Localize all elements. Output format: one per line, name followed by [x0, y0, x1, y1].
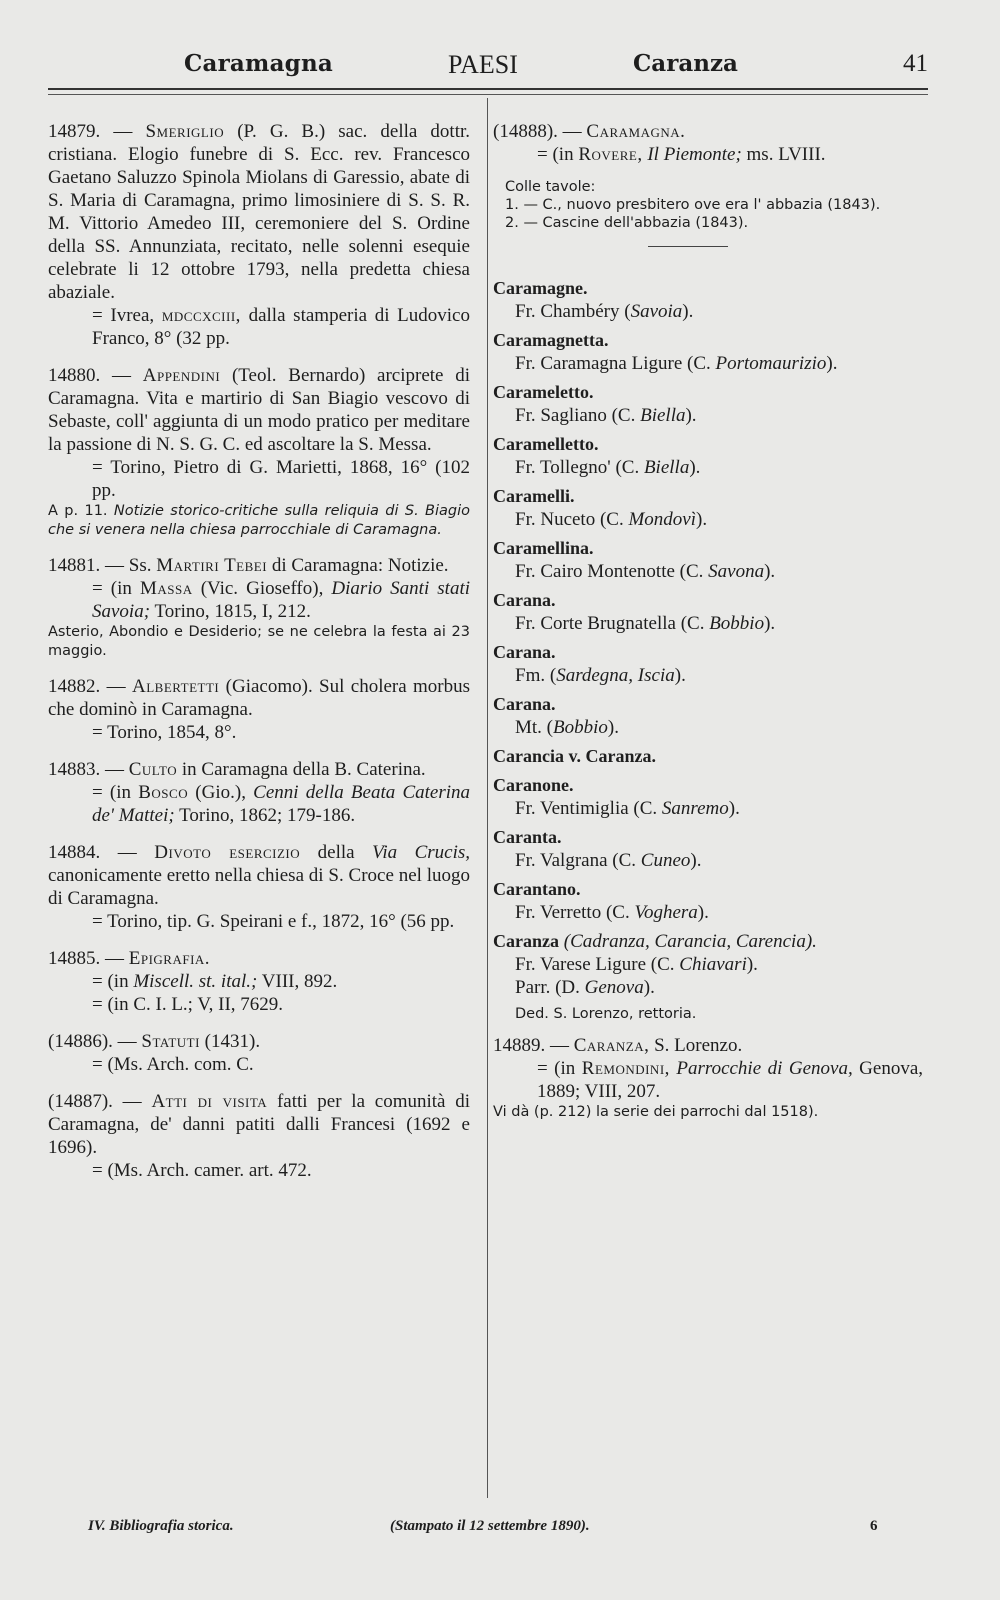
- entry-14885: [48, 947, 470, 1016]
- place-location: [493, 716, 923, 739]
- entry-title: (P. G. B.) sac. della dottr. cristiana. Elogio funebre di S. Ecc. rev. Francesco Gaetano Saluzzo Spinola Miolans di Garessio, abate di S. Maria di Caramagna, primo limosiniere di S. S. R. M. Vittorio Amedeo III, ceremoniere del S. Ordine della SS. Annunziata, recitato, nelle solenni esequie celebrate li 12 ottobre 1793, nella predetta chiesa abaziale.: [48, 121, 471, 303]
- loc-suffix: ).: [690, 850, 702, 871]
- place-location: [493, 797, 923, 820]
- loc-prefix: Fr. Nuceto (C.: [515, 509, 629, 530]
- entry-publication: = Torino, Pietro di G. Marietti, 1868, 16° (102 pp.: [92, 457, 470, 501]
- entry-publication: = Torino, 1854, 8°.: [92, 722, 237, 743]
- footer-left: IV. Bibliografia storica.: [88, 1518, 234, 1534]
- loc-suffix: ).: [764, 561, 776, 582]
- entry-number: 14885. —: [48, 948, 124, 969]
- place-entry: [493, 589, 923, 635]
- entry-text: [48, 1030, 470, 1053]
- loc-prefix: Fr. Cairo Montenotte (C.: [515, 561, 709, 582]
- pub-author: Rovere,: [578, 144, 643, 165]
- header-right: Caranza: [633, 50, 738, 77]
- loc-circondario: Portomaurizio: [715, 353, 827, 374]
- entry-text: [48, 554, 470, 577]
- loc-diocese: Genova: [584, 977, 644, 998]
- pub-details: Torino, 1862; 179-186.: [179, 805, 356, 826]
- entry-number: 14884. —: [48, 842, 137, 863]
- entry-title: (Giacomo). Sul cholera morbus che dominò in Caramagna.: [48, 676, 471, 720]
- entry-14889: [493, 1034, 923, 1122]
- header-left: Caramagna: [184, 50, 333, 77]
- entry-publication: [48, 577, 470, 623]
- pub-in: = (in: [537, 144, 574, 165]
- entry-note: Vi dà (p. 212) la serie dei parrochi dal 1518).: [493, 1104, 819, 1120]
- loc-suffix: ).: [728, 798, 740, 819]
- entry-author: Albertetti: [132, 676, 220, 697]
- loc-circondario: Sanremo: [661, 798, 729, 819]
- plate-item: 2. — Cascine dell'abbazia (1843).: [505, 215, 749, 231]
- loc-circondario: Sardegna, Iscia: [556, 665, 675, 686]
- place-name: Caramelletto.: [493, 434, 599, 454]
- entry-14882: [48, 675, 470, 744]
- place-location: [493, 953, 923, 976]
- note-text: Notizie storico-critiche sulla reliquia di S. Biagio che si venera nella chiesa parrocchiale di Caramagna.: [48, 503, 471, 538]
- place-entry: [493, 693, 923, 739]
- entry-author: Divoto esercizio: [154, 842, 301, 863]
- page-number: 41: [903, 50, 928, 77]
- loc-suffix: ).: [643, 977, 655, 998]
- loc-circondario: Bobbio: [709, 613, 765, 634]
- loc-suffix: ).: [697, 902, 709, 923]
- place-entry: [493, 641, 923, 687]
- footer-center: (Stampato il 12 settembre 1890).: [390, 1518, 590, 1534]
- entry-number: 14889. —: [493, 1035, 569, 1056]
- loc-suffix: ).: [826, 353, 838, 374]
- entry-text: [48, 675, 470, 721]
- entry-author: Martiri Tebei: [156, 555, 268, 576]
- entry-title: in Caramagna della B. Caterina.: [181, 759, 426, 780]
- pub-place: = Ivrea,: [92, 305, 155, 326]
- entry-number: 14880. —: [48, 365, 131, 386]
- header-rule-thin: [48, 94, 928, 95]
- entry-title: S. Lorenzo.: [654, 1035, 743, 1056]
- pub-in: = (in: [92, 782, 132, 803]
- loc-prefix: Fr. Tollegno' (C.: [515, 457, 644, 478]
- section-separator: [648, 246, 728, 247]
- entry-text: [493, 1034, 923, 1057]
- entry-14884: [48, 841, 470, 933]
- place-name: Caramelli.: [493, 486, 575, 506]
- entry-text: [48, 1090, 470, 1159]
- place-name: Caranza: [493, 931, 559, 951]
- place-name: Carana.: [493, 694, 556, 714]
- header-center: PAESI: [448, 50, 518, 79]
- loc-prefix: Fr. Caramagna Ligure (C.: [515, 353, 716, 374]
- place-entry: [493, 277, 923, 323]
- loc-prefix: Fr. Varese Ligure (C.: [515, 954, 680, 975]
- entry-author-pre: Ss.: [128, 555, 152, 576]
- pub-title: Diario Santi stati Savoia;: [92, 578, 471, 622]
- entry-title: fatti per la comunità di Caramagna, de' danni patiti dalli Francesi (1692 e 1696).: [48, 1091, 471, 1158]
- entry-14883: [48, 758, 470, 827]
- entry-number: (14887). —: [48, 1091, 142, 1112]
- place-location: [493, 300, 923, 323]
- pub-title: Cenni della Beata Caterina de' Mattei;: [92, 782, 471, 826]
- left-column: [48, 120, 470, 1196]
- entry-number: (14886). —: [48, 1031, 137, 1052]
- entry-publication-2: = (in C. I. L.; V, II, 7629.: [92, 994, 284, 1015]
- entry-publication: [48, 781, 470, 827]
- entry-publication: [48, 304, 470, 350]
- loc-suffix: ).: [674, 665, 686, 686]
- pub-title: Miscell. st. ital.;: [133, 971, 258, 992]
- plate-item: 1. — C., nuovo presbitero ove era l' abbazia (1843).: [505, 197, 881, 213]
- loc-suffix: ).: [689, 457, 701, 478]
- place-entry: [493, 878, 923, 924]
- place-name: Caranta.: [493, 827, 562, 847]
- entry-publication: [493, 143, 923, 166]
- place-note: Ded. S. Lorenzo, rettoria.: [515, 1006, 697, 1022]
- loc-circondario: Cuneo: [640, 850, 691, 871]
- loc-prefix: Fr. Corte Brugnatella (C.: [515, 613, 710, 634]
- pub-author: Massa: [139, 578, 193, 599]
- pub-author-first: (Vic. Gioseffo),: [200, 578, 324, 599]
- place-entry: [493, 826, 923, 872]
- place-location: [493, 456, 923, 479]
- column-divider: [487, 98, 488, 1498]
- place-name: Caramellina.: [493, 538, 594, 558]
- header-rule: [48, 88, 928, 90]
- entry-text: [48, 947, 470, 970]
- place-location: [493, 560, 923, 583]
- entry-14888: [493, 120, 923, 232]
- entry-publication: [48, 970, 470, 993]
- pub-in: = (in: [92, 971, 129, 992]
- place-name: Caranone.: [493, 775, 574, 795]
- loc-circondario: Biella: [643, 457, 690, 478]
- plates-heading: Colle tavole:: [505, 179, 596, 195]
- place-location: [493, 901, 923, 924]
- entry-title-italic: Via Crucis,: [372, 842, 471, 863]
- entry-note: [48, 502, 470, 540]
- place-location: [493, 849, 923, 872]
- places-list-2: [493, 774, 923, 924]
- pub-in: = (in: [537, 1058, 576, 1079]
- pub-details: ms. LVIII.: [746, 144, 826, 165]
- place-location: [493, 508, 923, 531]
- entry-author: Culto: [128, 759, 178, 780]
- pub-year: mdccxciii,: [161, 305, 241, 326]
- entry-number: 14879. —: [48, 121, 133, 142]
- place-name: Caramagne.: [493, 278, 588, 298]
- note-ref: A p. 11.: [48, 503, 108, 519]
- entry-text: [48, 758, 470, 781]
- loc-prefix: Parr. (D.: [515, 977, 585, 998]
- place-name: Carantano.: [493, 879, 581, 899]
- entry-14880: [48, 364, 470, 540]
- place-name: Carana.: [493, 590, 556, 610]
- entry-text: [48, 364, 470, 456]
- pub-title: Parrocchie di Genova,: [676, 1058, 853, 1079]
- loc-prefix: Fr. Ventimiglia (C.: [515, 798, 662, 819]
- entry-14887: [48, 1090, 470, 1182]
- running-header: [48, 50, 928, 90]
- loc-circondario: Savoia: [630, 301, 683, 322]
- loc-prefix: Mt. (: [515, 717, 553, 738]
- entry-14879: [48, 120, 470, 350]
- pub-details: Genova, 1889; VIII, 207.: [537, 1058, 924, 1102]
- place-name: Carana.: [493, 642, 556, 662]
- entry-title: (Teol. Bernardo) arciprete di Caramagna. Vita e martirio di San Biagio vescovo di Sebaste, coll' aggiunta di un modo pratico per meditare la passione di N. S. G. C. ed ascoltare la S. Messa.: [48, 365, 471, 455]
- cross-reference: [493, 745, 923, 768]
- entry-author: Atti di visita: [151, 1091, 268, 1112]
- entry-author: Statuti: [141, 1031, 200, 1052]
- loc-suffix: ).: [696, 509, 708, 530]
- pub-author-first: (Gio.),: [195, 782, 246, 803]
- entry-text: [48, 120, 470, 304]
- plates-list: [505, 178, 923, 232]
- loc-prefix: Fr. Chambéry (: [515, 301, 631, 322]
- entry-author: Caranza,: [573, 1035, 650, 1056]
- entry-author: Appendini: [142, 365, 221, 386]
- pub-author: Remondini,: [581, 1058, 670, 1079]
- place-entry: [493, 537, 923, 583]
- loc-prefix: Fr. Verretto (C.: [515, 902, 635, 923]
- entry-note: Asterio, Abondio e Desiderio; se ne celebra la festa ai 23 maggio.: [48, 624, 470, 659]
- entry-14881: [48, 554, 470, 661]
- place-location: [493, 664, 923, 687]
- loc-circondario: Savona: [708, 561, 765, 582]
- loc-prefix: Fr. Valgrana (C.: [515, 850, 641, 871]
- entry-author: Epigrafia.: [128, 948, 211, 969]
- entry-14886: [48, 1030, 470, 1076]
- entry-author: Caramagna.: [586, 121, 686, 142]
- pub-details: VIII, 892.: [261, 971, 338, 992]
- entry-publication: = (Ms. Arch. com. C.: [92, 1054, 254, 1075]
- signature-mark: 6: [870, 1518, 878, 1534]
- pub-details: dalla stamperia di Ludovico Franco, 8° (32 pp.: [92, 305, 470, 349]
- place-heading: [493, 930, 923, 953]
- place-location: [493, 352, 923, 375]
- loc-suffix: ).: [746, 954, 758, 975]
- entry-title-a: della: [317, 842, 355, 863]
- entry-title-b: canonicamente eretto nella chiesa di S. Croce nel luogo di Caramagna.: [48, 865, 470, 909]
- places-list: [493, 277, 923, 739]
- place-name: Carameletto.: [493, 382, 594, 402]
- place-location: [493, 612, 923, 635]
- entry-text: [48, 841, 470, 910]
- loc-suffix: ).: [685, 405, 697, 426]
- loc-prefix: Fr. Sagliano (C.: [515, 405, 641, 426]
- place-variants: (Cadranza, Carancia, Carencia).: [563, 931, 817, 952]
- loc-suffix: ).: [764, 613, 776, 634]
- loc-circondario: Chiavari: [679, 954, 747, 975]
- pub-author: Bosco: [138, 782, 189, 803]
- entry-number: 14882. —: [48, 676, 126, 697]
- place-entry: [493, 433, 923, 479]
- entry-text: [493, 120, 923, 143]
- pub-title: Il Piemonte;: [647, 144, 742, 165]
- place-entry: [493, 329, 923, 375]
- loc-circondario: Mondovì: [628, 509, 697, 530]
- entry-title: di Caramagna: Notizie.: [271, 555, 449, 576]
- loc-suffix: ).: [682, 301, 694, 322]
- entry-publication: = Torino, tip. G. Speirani e f., 1872, 16° (56 pp.: [92, 911, 455, 932]
- entry-author: Smeriglio: [145, 121, 225, 142]
- entry-publication: = (Ms. Arch. camer. art. 472.: [92, 1160, 312, 1181]
- loc-prefix: Fm. (: [515, 665, 557, 686]
- entry-publication: [493, 1057, 923, 1103]
- pub-details: Torino, 1815, I, 212.: [154, 601, 311, 622]
- loc-circondario: Bobbio: [553, 717, 608, 738]
- place-location: [493, 404, 923, 427]
- pub-in: = (in: [92, 578, 132, 599]
- entry-number: 14883. —: [48, 759, 124, 780]
- right-column: [493, 120, 923, 1136]
- loc-suffix: ).: [607, 717, 619, 738]
- place-name: Caramagnetta.: [493, 330, 609, 350]
- loc-circondario: Voghera: [634, 902, 698, 923]
- place-parish: [493, 976, 923, 999]
- entry-number: (14888). —: [493, 121, 582, 142]
- loc-circondario: Biella: [640, 405, 686, 426]
- entry-number: 14881. —: [48, 555, 124, 576]
- cross-reference-text: Carancia v. Caranza.: [493, 746, 656, 766]
- place-entry: [493, 774, 923, 820]
- place-caranza: [493, 930, 923, 1024]
- entry-title: (1431).: [204, 1031, 261, 1052]
- place-entry: [493, 381, 923, 427]
- place-entry: [493, 485, 923, 531]
